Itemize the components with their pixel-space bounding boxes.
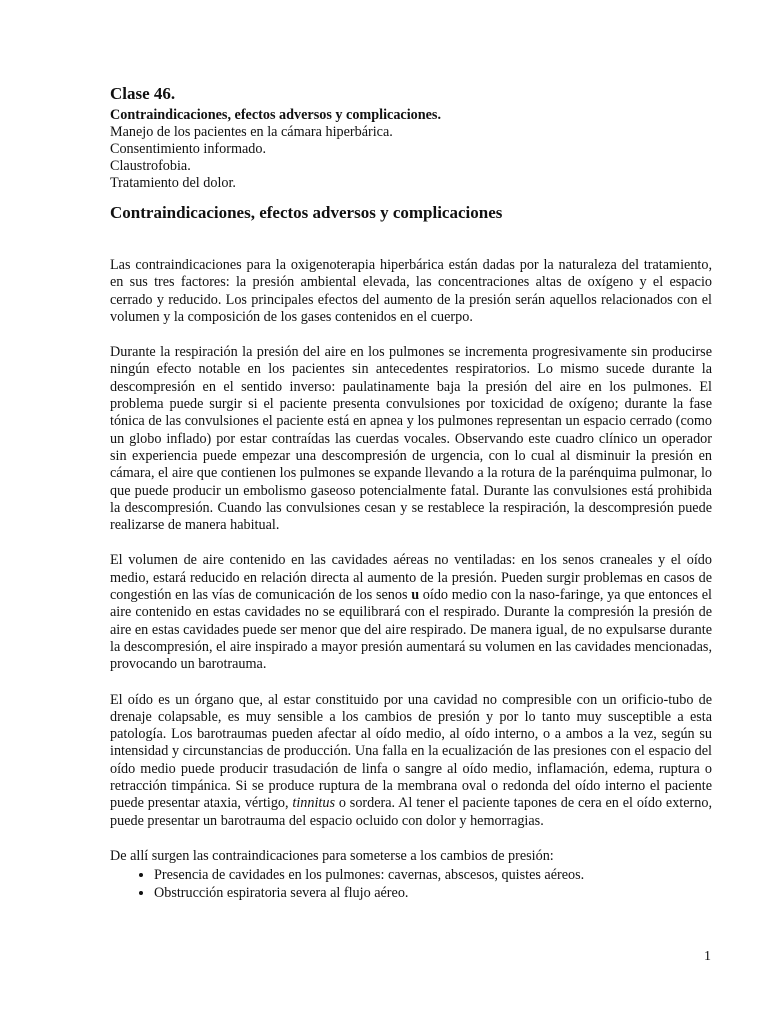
document-body <box>110 257 712 902</box>
text-run: oído medio con la naso-faringe, ya que entonces el aire contenido en estas cavidades no se equilibrará con el respirado. Durante la compresión la presión de aire en estas cavidades puede ser menor que del aire respirado. De manera igual, de no expulsarse durante la descompresión, el aire inspirado a mayor presión aumentará su volumen en las cavidades mencionadas, provocando un barotrauma. <box>110 587 712 673</box>
topic-item: Manejo de los pacientes en la cámara hiperbárica. <box>110 124 393 140</box>
paragraph <box>110 692 712 830</box>
contraindications-list <box>110 867 712 902</box>
bold-text-run: u <box>411 587 420 604</box>
list-item: • Obstrucción espiratoria severa al flujo aéreo. <box>154 885 712 902</box>
topics-list <box>110 107 712 192</box>
topic-item: Contraindicaciones, efectos adversos y complicaciones. <box>110 107 441 123</box>
page-content <box>110 84 712 902</box>
section-heading: Contraindicaciones, efectos adversos y complicaciones <box>110 203 503 222</box>
text-run: El oído es un órgano que, al estar constituido por una cavidad no compresible con un orificio-tubo de drenaje colapsable, es muy sensible a los cambios de presión y por lo tanto muy susceptible a esta patología. Los barotraumas pueden afectar al oído medio, al oído interno, o a ambos a la vez, según su intensidad y circunstancias de producción. Una falla en la ecualización de las presiones con el espacio del oído medio puede producir trasudación de linfa o sangre al oído medio, inflamación, edema, ruptura o retracción timpánica. Si se produce ruptura de la membrana oval o redonda del oído interno el paciente puede presentar ataxia, vértigo, <box>110 691 712 812</box>
paragraph <box>110 552 712 673</box>
paragraph: Durante la respiración la presión del aire en los pulmones se incrementa progresivamente sin producirse ningún efecto notable en los pacientes sin antecedentes respiratorios. Lo mismo sucede durante la descompresión en el sentido inverso: paulatinamente baja la presión del aire en los pulmones. El problema puede surgir si el paciente presenta convulsiones por toxicidad de oxígeno; durante la fase tónica de las convulsiones el paciente está en apnea y los pulmones representan un espacio cerrado (como un globo inflado) por estar contraídas las cuerdas vocales. Observando este cuadro clínico un operador sin experiencia puede empezar una descompresión de urgencia, con lo cual al disminuir la presión en cámara, el aire que contienen los pulmones se expande llevando a la rotura de la parénquima pulmonar, lo que puede producir un embolismo gaseoso potencialmente fatal. Durante las convulsiones está prohibida la descompresión. Cuando las convulsiones cesan y se restablece la respiración, la descompresión puede realizarse de manera habitual. <box>110 344 712 534</box>
page-number: 1 <box>704 949 711 964</box>
text-run: El volumen de aire contenido en las cavidades aéreas no ventiladas: en los senos craneales y el oído medio, estará reducido en relación directa al aumento de la presión. Pueden surgir problemas en casos de congestión en las vías de comunicación de los senos <box>110 552 712 604</box>
paragraph: De allí surgen las contraindicaciones para someterse a los cambios de presión: <box>110 847 554 864</box>
class-title: Clase 46. <box>110 84 176 103</box>
paragraph: Las contraindicaciones para la oxigenoterapia hiperbárica están dadas por la naturaleza del tratamiento, en sus tres factores: la presión ambiental elevada, las concentraciones altas de oxígeno y el espacio cerrado y reducido. Los principales efectos del aumento de la presión serán aquellos relacionados con el volumen y la composición de los gases contenidos en el cuerpo. <box>110 257 712 325</box>
topic-item: Consentimiento informado. <box>110 141 267 157</box>
list-item: • Presencia de cavidades en los pulmones: cavernas, abscesos, quistes aéreos. <box>154 867 712 884</box>
topic-item: Claustrofobia. <box>110 158 191 174</box>
topic-item: Tratamiento del dolor. <box>110 175 236 191</box>
italic-text-run: tinnitus <box>292 795 335 812</box>
text-run: o sordera. Al tener el paciente tapones de cera en el oído externo, puede presentar un barotrauma del espacio ocluido con dolor y hemorragias. <box>110 795 712 829</box>
